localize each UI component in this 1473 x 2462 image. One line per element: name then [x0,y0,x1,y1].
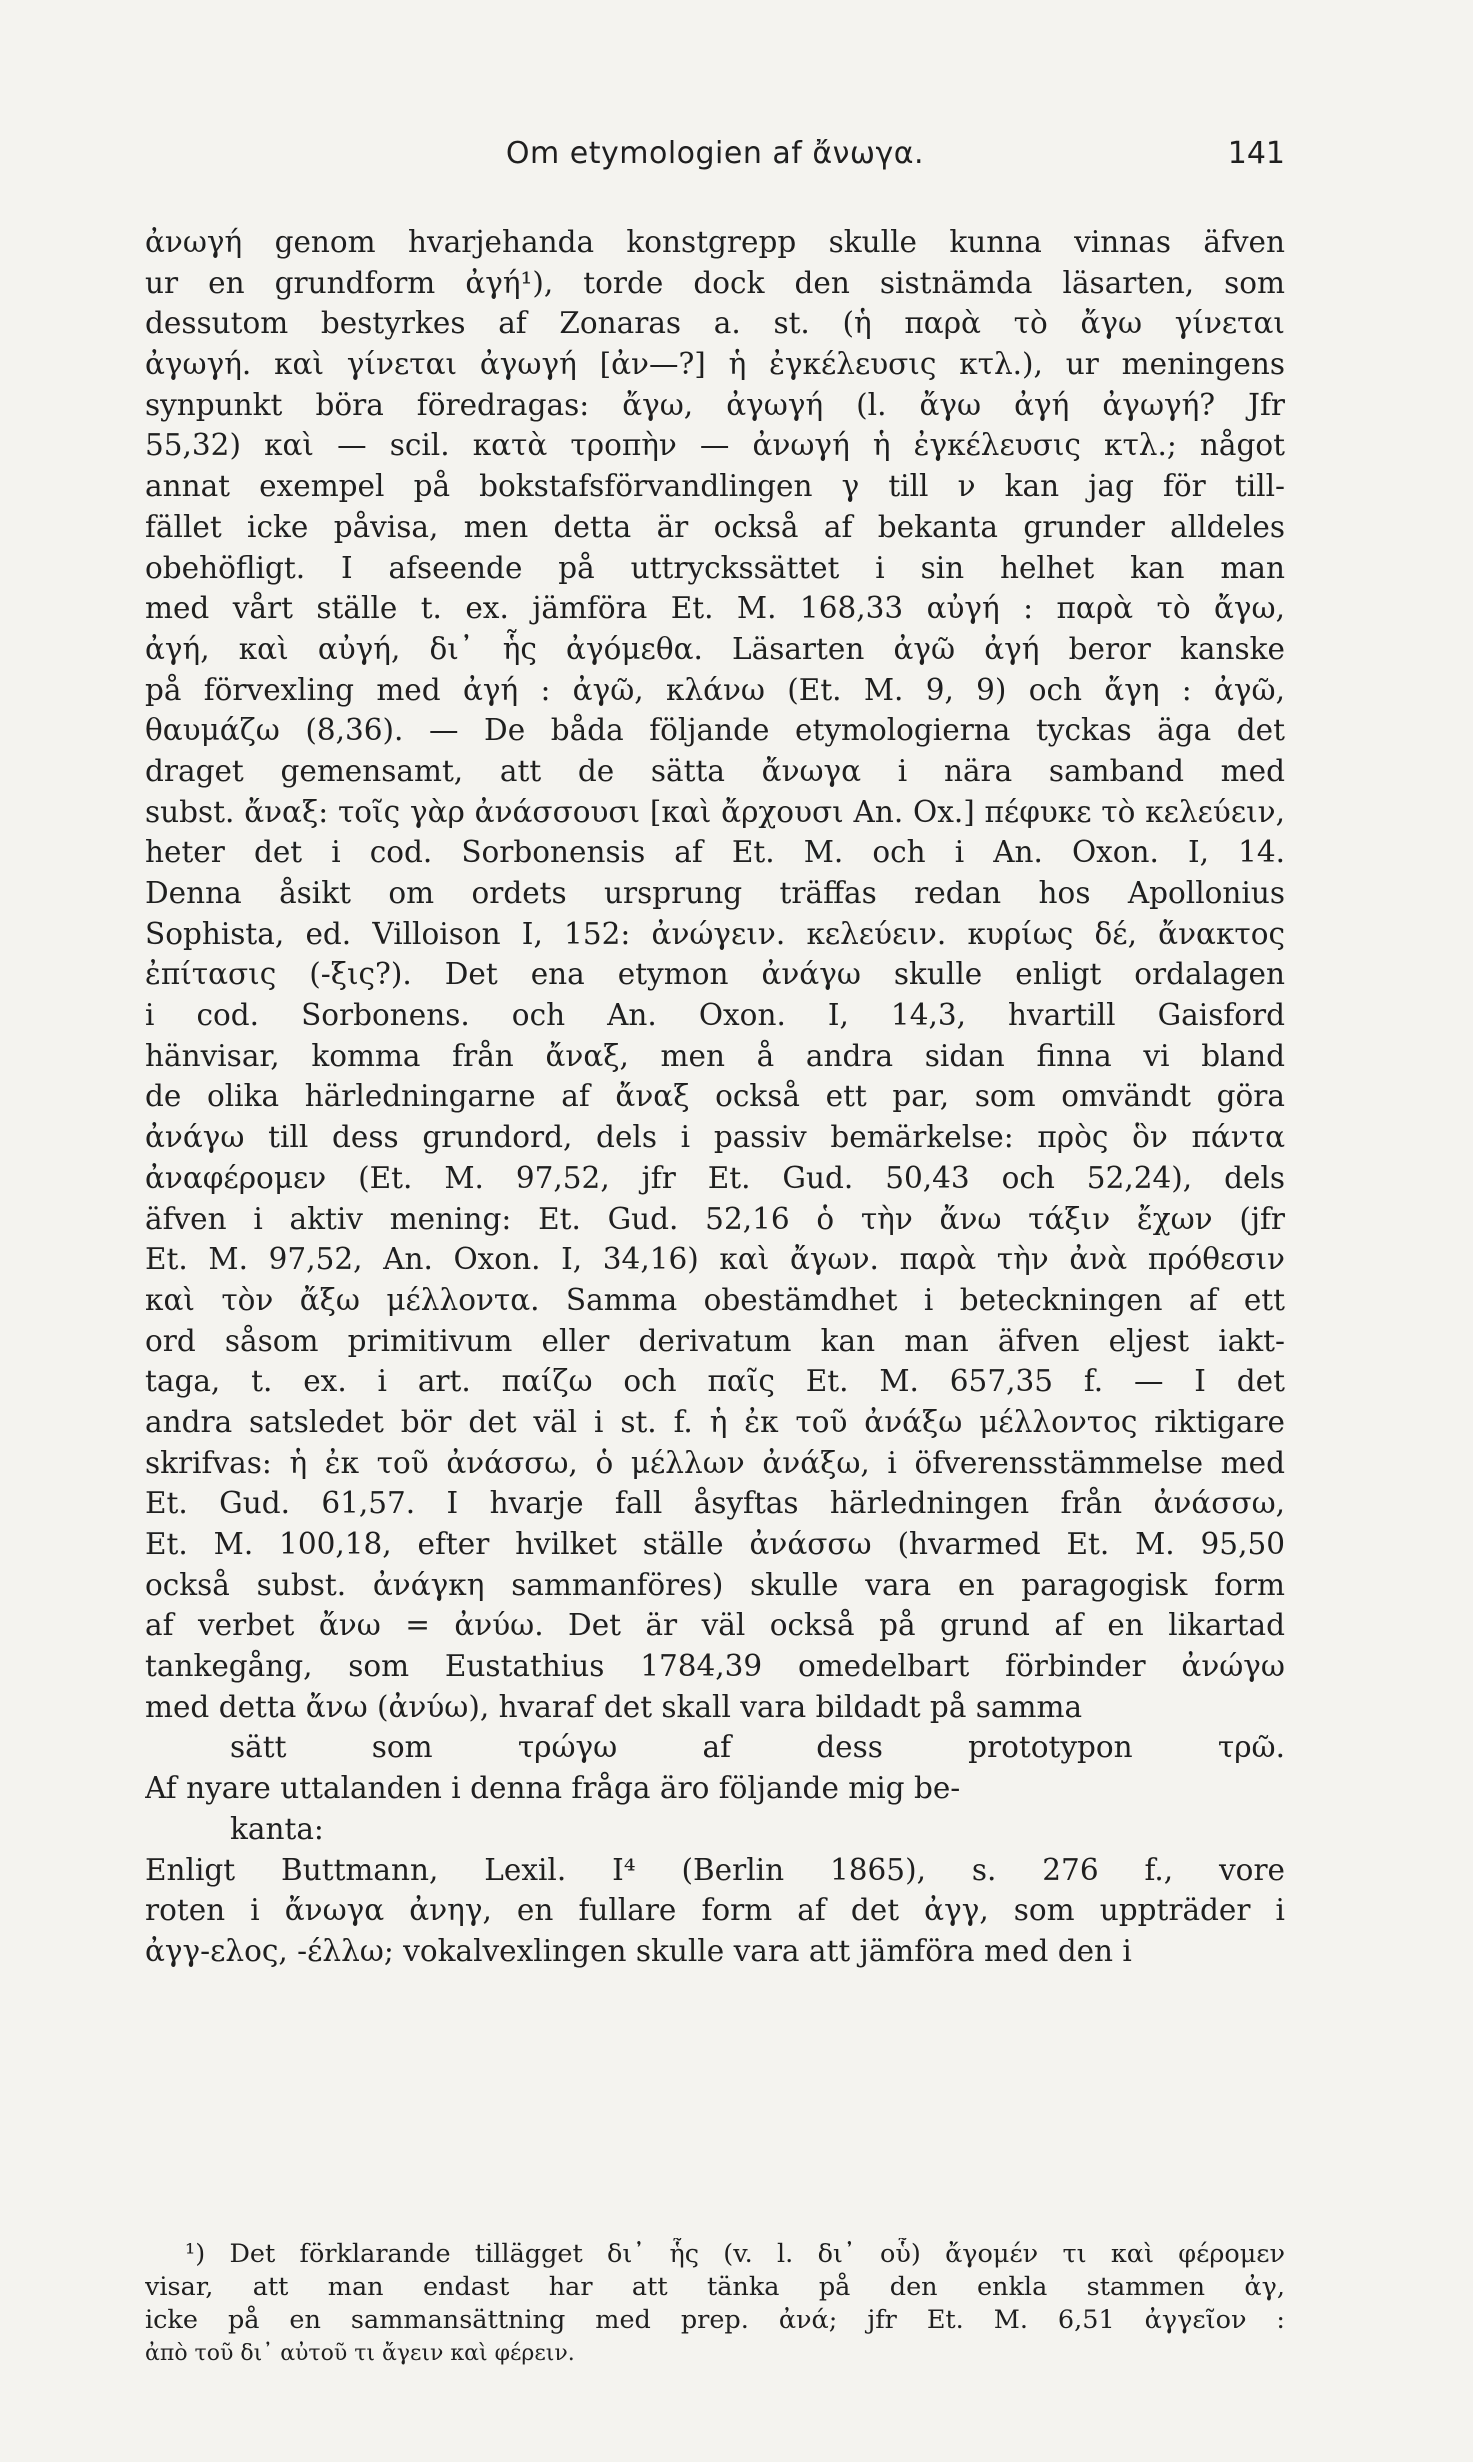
page-number: 141 [1227,136,1285,171]
body-text [145,222,1285,1972]
text-line: ἐπίτασις (-ξις?). Det ena etymon ἀνάγω skulle enligt ordalagen [145,957,1285,992]
text-line: de olika härledningarne af ἄναξ också ett par, som omvändt göra [145,1079,1285,1114]
footnote-line: visar, att man endast har att tänka på den enkla stammen ἀγ, [145,2272,1285,2302]
text-line: heter det i cod. Sorbonensis af Et. M. och i An. Oxon. I, 14. [145,835,1285,870]
text-line: draget gemensamt, att de sätta ἄνωγα i nära samband med [145,753,1285,788]
text-line: också subst. ἀνάγκη sammanföres) skulle vara en paragogisk form [145,1567,1285,1602]
text-line: af verbet ἄνω = ἀνύω. Det är väl också på grund af en likartad [145,1608,1285,1643]
text-line: äfven i aktiv mening: Et. Gud. 52,16 ὁ τὴν ἄνω τάξιν ἔχων (jfr [145,1201,1285,1236]
footnotes [145,2238,1285,2370]
text-line: ἀνωγή genom hvarjehanda konstgrepp skulle kunna vinnas äfven [145,225,1285,259]
text-line: synpunkt böra föredragas: ἄγω, ἀγωγή (l. ἄγω ἀγή ἀγωγή? Jfr [145,387,1285,422]
text-line: 55,32) καὶ — scil. κατὰ τροπὴν — ἀνωγή ἡ ἐγκέλευσις κτλ.; något [145,428,1285,463]
text-line: tankegång, som Eustathius 1784,39 omedelbart förbinder ἀνώγω [145,1649,1285,1684]
text-line: ἀναφέρομεν (Et. M. 97,52, jfr Et. Gud. 50,43 och 52,24), dels [145,1160,1285,1195]
text-line: kanta: [230,1811,324,1846]
text-line: Et. Gud. 61,57. I hvarje fall åsyftas härledningen från ἀνάσσω, [145,1486,1285,1521]
running-head [145,136,1285,184]
text-line: Sophista, ed. Villoison I, 152: ἀνώγειν. κελεύειν. κυρίως δέ, ἄνακτος [145,916,1285,951]
text-line: Denna åsikt om ordets ursprung träffas redan hos Apollonius [145,876,1285,910]
text-line: andra satsledet bör det väl i st. f. ἡ ἐκ τοῦ ἀνάξω μέλλοντος riktigare [145,1404,1285,1439]
footnote-line: ἀπὸ τοῦ δι᾽ αὐτοῦ τι ἄγειν καὶ φέρειν. [145,2341,575,2366]
text-line: fället icke påvisa, men detta är också af bekanta grunder alldeles [145,509,1285,544]
footnote-line: ¹) Det förklarande tillägget δι᾽ ἧς (v. l. δι᾽ οὗ) ἄγομέν τι καὶ φέρομεν [185,2239,1285,2269]
text-line: Et. M. 97,52, An. Oxon. I, 34,16) καὶ ἄγων. παρὰ τὴν ἀνὰ πρόθεσιν [145,1242,1285,1277]
text-line: subst. ἄναξ: τοῖς γὰρ ἀνάσσουσι [καὶ ἄρχουσι An. Ox.] πέφυκε τὸ κελεύειν, [145,794,1285,829]
text-line: ord såsom primitivum eller derivatum kan man äfven eljest iakt- [145,1323,1285,1358]
text-line: Enligt Buttmann, Lexil. I⁴ (Berlin 1865), s. 276 f., vore [145,1852,1285,1887]
text-line: taga, t. ex. i art. παίζω och παῖς Et. M. 657,35 f. — I det [145,1364,1285,1399]
text-line: sätt som τρώγω af dess prototypon τρῶ. [230,1730,1285,1765]
text-line: ἀγωγή. καὶ γίνεται ἀγωγή [ἀν—?] ἡ ἐγκέλευσις κτλ.), ur meningens [145,347,1285,382]
text-line: Et. M. 100,18, efter hvilket ställe ἀνάσσω (hvarmed Et. M. 95,50 [145,1527,1285,1561]
footnote-line: icke på en sammansättning med prep. ἀνά; jfr Et. M. 6,51 ἀγγεῖον : [145,2305,1285,2335]
text-line: ἀγγ-ελος, -έλλω; vokalvexlingen skulle vara att jämföra med den i [145,1933,1132,1968]
running-title: Om etymologien af ἄνωγα. [505,136,925,171]
text-line: dessutom bestyrkes af Zonaras a. st. (ἡ παρὰ τὸ ἄγω γίνεται [145,306,1285,341]
text-line: καὶ τὸν ἄξω μέλλοντα. Samma obestämdhet i beteckningen af ett [145,1282,1285,1317]
text-line: obehöfligt. I afseende på uttryckssättet i sin helhet kan man [145,550,1285,585]
text-line: ἀνάγω till dess grundord, dels i passiv bemärkelse: πρὸς ὃν πάντα [145,1120,1285,1155]
text-line: hänvisar, komma från ἄναξ, men å andra sidan finna vi bland [145,1038,1285,1073]
text-line: ἀγή, καὶ αὐγή, δι᾽ ἧς ἀγόμεθα. Läsarten ἀγῶ ἀγή beror kanske [145,631,1285,666]
text-line: skrifvas: ἡ ἐκ τοῦ ἀνάσσω, ὁ μέλλων ἀνάξω, i öfverensstämmelse med [145,1445,1285,1480]
text-line: θαυμάζω (8,36). — De båda följande etymologierna tyckas äga det [145,713,1285,748]
text-line: roten i ἄνωγα ἀνηγ, en fullare form af det ἀγγ, som uppträder i [145,1893,1285,1928]
text-line: på förvexling med ἀγή : ἀγῶ, κλάνω (Et. M. 9, 9) och ἄγη : ἀγῶ, [145,672,1285,707]
text-line: annat exempel på bokstafsförvandlingen γ till ν kan jag för till- [145,469,1285,504]
text-line: med detta ἄνω (ἀνύω), hvaraf det skall vara bildadt på samma [145,1689,1083,1724]
text-line: i cod. Sorbonens. och An. Oxon. I, 14,3, hvartill Gaisford [145,998,1285,1033]
text-line: med vårt ställe t. ex. jämföra Et. M. 168,33 αὐγή : παρὰ τὸ ἄγω, [145,591,1285,626]
text-line: Af nyare uttalanden i denna fråga äro följande mig be- [145,1771,961,1806]
text-line: ur en grundform ἀγή¹), torde dock den sistnämda läsarten, som [145,265,1285,300]
